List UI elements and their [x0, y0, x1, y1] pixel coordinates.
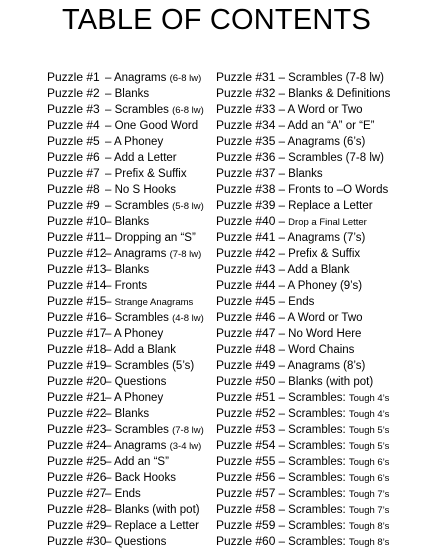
toc-entry — [216, 421, 432, 437]
toc-entry — [216, 293, 432, 309]
puzzle-number: Puzzle #60 — [216, 534, 276, 548]
toc-entry — [47, 261, 217, 277]
puzzle-number: Puzzle #42 — [216, 246, 276, 260]
puzzle-title: – Scrambles — [105, 200, 173, 212]
toc-entry — [216, 533, 432, 549]
toc-entry — [216, 325, 432, 341]
toc-entry — [47, 133, 217, 149]
puzzle-title: – Questions — [105, 376, 167, 388]
toc-entry — [216, 101, 432, 117]
puzzle-number: Puzzle #54 — [216, 438, 276, 452]
toc-entry — [47, 85, 217, 101]
puzzle-note: Tough 7’s — [348, 505, 390, 516]
puzzle-number: Puzzle #18 — [47, 342, 107, 356]
puzzle-title: – A Phoney (9’s) — [275, 280, 363, 292]
puzzle-title: – Scrambles (7-8 lw) — [275, 72, 385, 84]
toc-entry — [216, 517, 432, 533]
toc-entry — [216, 405, 432, 421]
puzzle-title: – Blanks — [105, 88, 150, 100]
puzzle-title: – A Word or Two — [275, 104, 363, 116]
puzzle-title: – No Word Here — [275, 328, 362, 340]
puzzle-title: – Fronts to –O Words — [275, 184, 389, 196]
puzzle-number: Puzzle #27 — [47, 486, 107, 500]
toc-entry — [47, 389, 217, 405]
toc-entry — [47, 469, 217, 485]
puzzle-note: Tough 5’s — [348, 441, 390, 452]
puzzle-title: – Add a Letter — [105, 152, 177, 164]
toc-entry — [47, 165, 217, 181]
puzzle-note: Tough 4’s — [348, 393, 390, 404]
puzzle-number: Puzzle #40 — [216, 214, 276, 228]
puzzle-title: – Blanks — [275, 168, 323, 180]
puzzle-note: Tough 8’s — [348, 537, 390, 548]
puzzle-number: Puzzle #6 — [47, 150, 100, 164]
puzzle-title: – No S Hooks — [105, 184, 176, 196]
puzzle-number: Puzzle #59 — [216, 518, 276, 532]
puzzle-note: (6-8 lw) — [169, 73, 202, 84]
toc-entry — [216, 117, 432, 133]
puzzle-title: – Add a Blank — [275, 264, 350, 276]
toc-entry — [216, 245, 432, 261]
puzzle-number: Puzzle #44 — [216, 278, 276, 292]
puzzle-number: Puzzle #2 — [47, 86, 100, 100]
puzzle-title: – Add a Blank — [105, 344, 176, 356]
toc-entry — [216, 165, 432, 181]
toc-entry — [216, 357, 432, 373]
toc-entry — [216, 149, 432, 165]
toc-entry — [47, 373, 217, 389]
puzzle-title: – A Word or Two — [275, 312, 363, 324]
puzzle-title: – Prefix & Suffix — [105, 168, 187, 180]
puzzle-number: Puzzle #13 — [47, 262, 107, 276]
puzzle-note: Tough 6’s — [348, 473, 390, 484]
puzzle-title: – Scrambles: — [275, 536, 349, 548]
toc-entry — [47, 485, 217, 501]
puzzle-note: (7-8 lw) — [172, 425, 204, 436]
puzzle-title: – Scrambles — [105, 312, 173, 324]
toc-entry — [47, 517, 217, 533]
puzzle-title: – Anagrams — [105, 248, 170, 260]
puzzle-title: – A Phoney — [105, 136, 164, 148]
puzzle-number: Puzzle #1 — [47, 70, 100, 84]
puzzle-number: Puzzle #51 — [216, 390, 276, 404]
toc-entry — [47, 341, 217, 357]
toc-entry — [47, 453, 217, 469]
puzzle-title: – Scrambles: — [275, 440, 349, 452]
puzzle-number: Puzzle #43 — [216, 262, 276, 276]
puzzle-number: Puzzle #39 — [216, 198, 276, 212]
puzzle-note: (5-8 lw) — [172, 201, 204, 212]
puzzle-title: – Fronts — [105, 280, 148, 292]
puzzle-title: – A Phoney — [105, 392, 164, 404]
puzzle-number: Puzzle #20 — [47, 374, 107, 388]
puzzle-title: – Blanks (with pot) — [105, 504, 200, 516]
puzzle-title: – Replace a Letter — [275, 200, 373, 212]
puzzle-title: – Replace a Letter — [105, 520, 199, 532]
puzzle-number: Puzzle #8 — [47, 182, 100, 196]
puzzle-note: (7-8 lw) — [169, 249, 202, 260]
puzzle-title: – — [105, 296, 115, 308]
puzzle-number: Puzzle #34 — [216, 118, 276, 132]
puzzle-note: Tough 5’s — [348, 425, 390, 436]
toc-entry — [216, 501, 432, 517]
toc-right-column — [216, 69, 432, 549]
puzzle-number: Puzzle #25 — [47, 454, 107, 468]
toc-entry — [216, 469, 432, 485]
puzzle-number: Puzzle #21 — [47, 390, 107, 404]
toc-entry — [216, 277, 432, 293]
puzzle-title: – Scrambles: — [275, 504, 349, 516]
puzzle-number: Puzzle #4 — [47, 118, 100, 132]
puzzle-number: Puzzle #46 — [216, 310, 276, 324]
toc-entry — [216, 85, 432, 101]
toc-entry — [216, 453, 432, 469]
puzzle-note: Tough 4’s — [348, 409, 390, 420]
puzzle-title: – Dropping an “S” — [105, 232, 196, 244]
puzzle-number: Puzzle #53 — [216, 422, 276, 436]
toc-entry — [47, 101, 217, 117]
toc-entry — [47, 309, 217, 325]
toc-entry — [47, 421, 217, 437]
puzzle-number: Puzzle #14 — [47, 278, 107, 292]
puzzle-title: – Scrambles (5’s) — [105, 360, 195, 372]
puzzle-number: Puzzle #22 — [47, 406, 107, 420]
puzzle-number: Puzzle #41 — [216, 230, 276, 244]
puzzle-number: Puzzle #45 — [216, 294, 276, 308]
puzzle-number: Puzzle #11 — [47, 230, 106, 244]
toc-entry — [47, 501, 217, 517]
toc-entry — [216, 133, 432, 149]
puzzle-title: – Blanks — [105, 408, 150, 420]
puzzle-title: – Anagrams (7’s) — [275, 232, 366, 244]
toc-entry — [47, 197, 217, 213]
toc-entry — [216, 389, 432, 405]
puzzle-title: – Blanks (with pot) — [275, 376, 374, 388]
puzzle-number: Puzzle #26 — [47, 470, 107, 484]
puzzle-number: Puzzle #58 — [216, 502, 276, 516]
puzzle-title: – A Phoney — [105, 328, 164, 340]
puzzle-title: – Add an “A” or “E” — [275, 120, 375, 132]
toc-entry — [216, 341, 432, 357]
puzzle-note: Tough 7’s — [348, 489, 390, 500]
puzzle-note: (4-8 lw) — [172, 313, 204, 324]
puzzle-number: Puzzle #16 — [47, 310, 107, 324]
puzzle-title: – Ends — [105, 488, 141, 500]
toc-entry — [47, 149, 217, 165]
puzzle-number: Puzzle #19 — [47, 358, 107, 372]
puzzle-number: Puzzle #28 — [47, 502, 107, 516]
puzzle-title: – Scrambles: — [275, 520, 349, 532]
puzzle-number: Puzzle #56 — [216, 470, 276, 484]
puzzle-title: – One Good Word — [105, 120, 199, 132]
puzzle-number: Puzzle #37 — [216, 166, 276, 180]
puzzle-note: Tough 8’s — [348, 521, 390, 532]
toc-entry — [47, 213, 217, 229]
toc-entry — [216, 261, 432, 277]
puzzle-number: Puzzle #36 — [216, 150, 276, 164]
puzzle-title: – Anagrams — [105, 440, 170, 452]
puzzle-title: – Scrambles: — [275, 408, 349, 420]
puzzle-number: Puzzle #33 — [216, 102, 276, 116]
toc-entry — [47, 229, 217, 245]
toc-entry — [216, 309, 432, 325]
puzzle-number: Puzzle #50 — [216, 374, 276, 388]
puzzle-title: – Scrambles: — [275, 392, 349, 404]
puzzle-title: – Blanks & Definitions — [275, 88, 391, 100]
toc-entry — [216, 197, 432, 213]
puzzle-title: – Scrambles: — [275, 424, 349, 436]
puzzle-title: – Blanks — [105, 216, 150, 228]
toc-entry — [47, 293, 217, 309]
puzzle-title: – Scrambles: — [275, 488, 349, 500]
toc-entry — [216, 485, 432, 501]
toc-entry — [216, 229, 432, 245]
puzzle-number: Puzzle #30 — [47, 534, 107, 548]
puzzle-number: Puzzle #15 — [47, 294, 107, 308]
puzzle-title: – Add an “S” — [105, 456, 169, 468]
puzzle-title: – Word Chains — [275, 344, 355, 356]
toc-entry — [47, 405, 217, 421]
toc-entry — [216, 181, 432, 197]
puzzle-number: Puzzle #35 — [216, 134, 276, 148]
puzzle-number: Puzzle #17 — [47, 326, 107, 340]
puzzle-title: – Prefix & Suffix — [275, 248, 361, 260]
puzzle-number: Puzzle #48 — [216, 342, 276, 356]
puzzle-title: – Back Hooks — [105, 472, 176, 484]
puzzle-title: – Scrambles — [105, 104, 173, 116]
puzzle-number: Puzzle #23 — [47, 422, 107, 436]
puzzle-title: – Blanks — [105, 264, 150, 276]
toc-entry — [216, 213, 432, 229]
toc-entry — [47, 245, 217, 261]
toc-left-column — [47, 69, 217, 549]
puzzle-number: Puzzle #10 — [47, 214, 107, 228]
puzzle-number: Puzzle #3 — [47, 102, 100, 116]
puzzle-title: – Anagrams — [105, 72, 170, 84]
puzzle-title: – Scrambles — [105, 424, 173, 436]
toc-entry — [47, 117, 217, 133]
puzzle-title: – Scrambles: — [275, 472, 349, 484]
puzzle-title: – Anagrams (8’s) — [275, 360, 366, 372]
puzzle-number: Puzzle #57 — [216, 486, 276, 500]
puzzle-number: Puzzle #31 — [216, 70, 276, 84]
puzzle-title: – — [275, 216, 289, 228]
puzzle-note: (6-8 lw) — [172, 105, 204, 116]
toc-entry — [47, 69, 217, 85]
page-title: TABLE OF CONTENTS — [61, 4, 371, 36]
puzzle-note: (3-4 lw) — [169, 441, 202, 452]
puzzle-number: Puzzle #24 — [47, 438, 107, 452]
puzzle-title: – Ends — [275, 296, 315, 308]
puzzle-number: Puzzle #52 — [216, 406, 276, 420]
puzzle-number: Puzzle #29 — [47, 518, 107, 532]
toc-entry — [47, 325, 217, 341]
toc-entry — [216, 373, 432, 389]
toc-entry — [47, 181, 217, 197]
puzzle-note: Strange Anagrams — [114, 297, 194, 308]
puzzle-number: Puzzle #7 — [47, 166, 100, 180]
puzzle-note: Tough 6’s — [348, 457, 390, 468]
toc-entry — [216, 437, 432, 453]
puzzle-number: Puzzle #47 — [216, 326, 276, 340]
toc-entry — [216, 69, 432, 85]
puzzle-title: – Anagrams (6’s) — [275, 136, 366, 148]
puzzle-title: – Scrambles: — [275, 456, 349, 468]
puzzle-number: Puzzle #38 — [216, 182, 276, 196]
puzzle-number: Puzzle #55 — [216, 454, 276, 468]
toc-entry — [47, 357, 217, 373]
toc-entry — [47, 533, 217, 549]
puzzle-number: Puzzle #12 — [47, 246, 107, 260]
puzzle-number: Puzzle #5 — [47, 134, 100, 148]
puzzle-title: – Questions — [105, 536, 167, 548]
puzzle-title: – Scrambles (7-8 lw) — [275, 152, 385, 164]
puzzle-note: Drop a Final Letter — [288, 217, 367, 228]
puzzle-number: Puzzle #49 — [216, 358, 276, 372]
toc-entry — [47, 277, 217, 293]
puzzle-number: Puzzle #9 — [47, 198, 100, 212]
toc-entry — [47, 437, 217, 453]
puzzle-number: Puzzle #32 — [216, 86, 276, 100]
